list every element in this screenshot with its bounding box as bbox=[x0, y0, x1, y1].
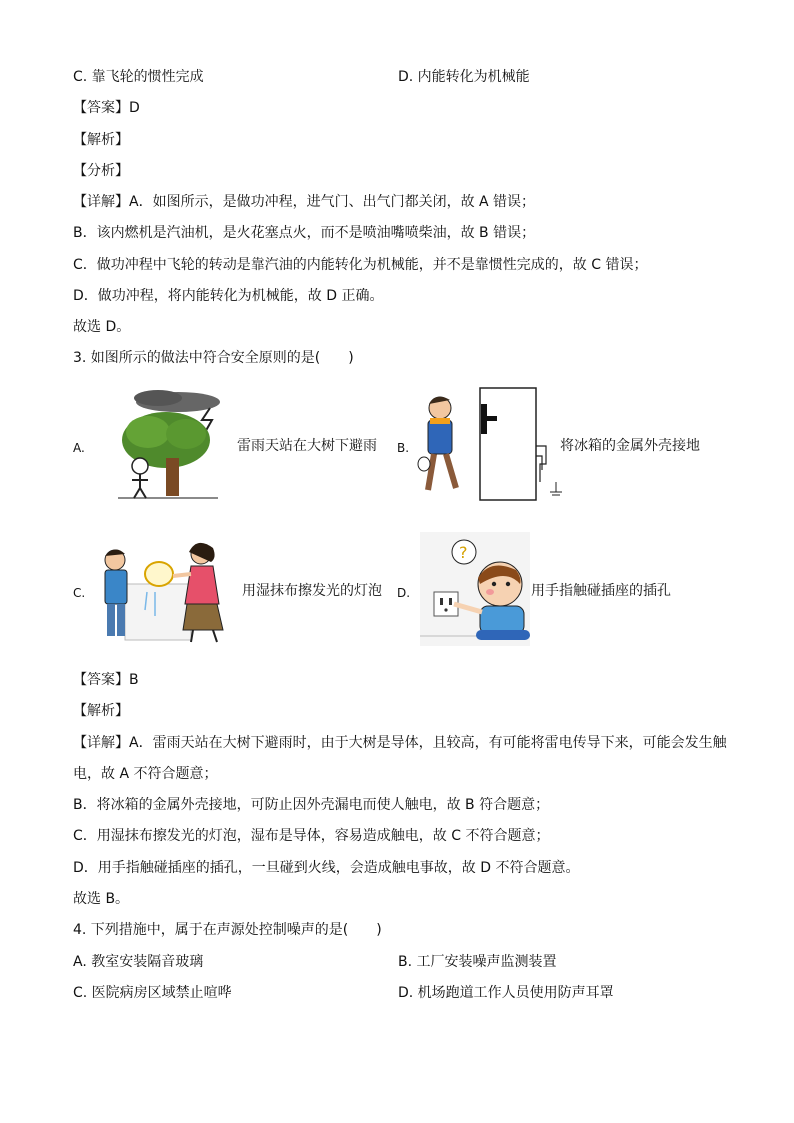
q2-answer: 【答案】D bbox=[73, 100, 140, 116]
q2-analysis-heading: 【解析】 bbox=[73, 132, 129, 148]
q3-option-a-caption: 雷雨天站在大树下避雨 bbox=[237, 438, 377, 454]
q3-option-c-caption: 用湿抹布擦发光的灯泡 bbox=[242, 583, 382, 599]
q2-option-c: C. 靠飞轮的惯性完成 bbox=[73, 69, 204, 85]
q2-conclusion: 故选 D。 bbox=[73, 319, 131, 335]
q2-detail-b: B．该内燃机是汽油机，是火花塞点火，而不是喷油嘴喷柴油，故 B 错误； bbox=[73, 225, 536, 241]
q2-detail-d: D．做功冲程，将内能转化为机械能，故 D 正确。 bbox=[73, 288, 384, 304]
q3-detail-b: B．将冰箱的金属外壳接地，可防止因外壳漏电而使人触电，故 B 符合题意； bbox=[73, 797, 550, 813]
q4-option-a: A. 教室安装隔音玻璃 bbox=[73, 954, 204, 970]
q3-option-b-caption: 将冰箱的金属外壳接地 bbox=[560, 438, 700, 454]
q2-option-d: D. 内能转化为机械能 bbox=[398, 69, 530, 85]
q3-conclusion: 故选 B。 bbox=[73, 891, 130, 907]
q4-option-b: B. 工厂安装噪声监测装置 bbox=[398, 954, 557, 970]
q3-option-a-letter: A. bbox=[73, 441, 85, 455]
q3-option-b-letter: B. bbox=[397, 441, 410, 455]
q2-detail-c: C．做功冲程中飞轮的转动是靠汽油的内能转化为机械能，并不是靠惯性完成的，故 C 错误； bbox=[73, 257, 648, 273]
q3-analysis-heading: 【解析】 bbox=[73, 703, 129, 719]
q3-detail-d: D．用手指触碰插座的插孔，一旦碰到火线，会造成触电事故，故 D 不符合题意。 bbox=[73, 860, 580, 876]
fridge-grounding-illustration bbox=[414, 386, 564, 504]
q3-option-c-letter: C. bbox=[73, 586, 86, 600]
q4-option-c: C. 医院病房区域禁止喧哗 bbox=[73, 985, 232, 1001]
wet-cloth-lamp-illustration bbox=[97, 530, 239, 646]
q3-option-d-letter: D. bbox=[397, 586, 411, 600]
q4-stem: 4. 下列措施中，属于在声源处控制噪声的是( ) bbox=[73, 922, 382, 938]
q4-option-d: D. 机场跑道工作人员使用防声耳罩 bbox=[398, 985, 614, 1001]
q3-answer: 【答案】B bbox=[73, 672, 139, 688]
q3-detail-a-line2: 电，故 A 不符合题意； bbox=[73, 766, 218, 782]
svg-text:?: ? bbox=[459, 543, 468, 562]
q2-detail-a: 【详解】A．如图所示，是做功冲程，进气门、出气门都关闭，故 A 错误； bbox=[73, 194, 536, 210]
q3-detail-c: C．用湿抹布擦发光的灯泡，湿布是导体，容易造成触电，故 C 不符合题意； bbox=[73, 828, 550, 844]
q3-option-d-caption: 用手指触碰插座的插孔 bbox=[531, 583, 671, 599]
tree-lightning-illustration bbox=[108, 386, 228, 504]
q3-stem: 3. 如图所示的做法中符合安全原则的是( ) bbox=[73, 350, 354, 366]
child-socket-illustration bbox=[420, 532, 530, 646]
q2-fenxi-heading: 【分析】 bbox=[73, 163, 129, 179]
q3-detail-a-line1: 【详解】A．雷雨天站在大树下避雨时，由于大树是导体，且较高，有可能将雷电传导下来，可能会发生触 bbox=[73, 735, 727, 751]
